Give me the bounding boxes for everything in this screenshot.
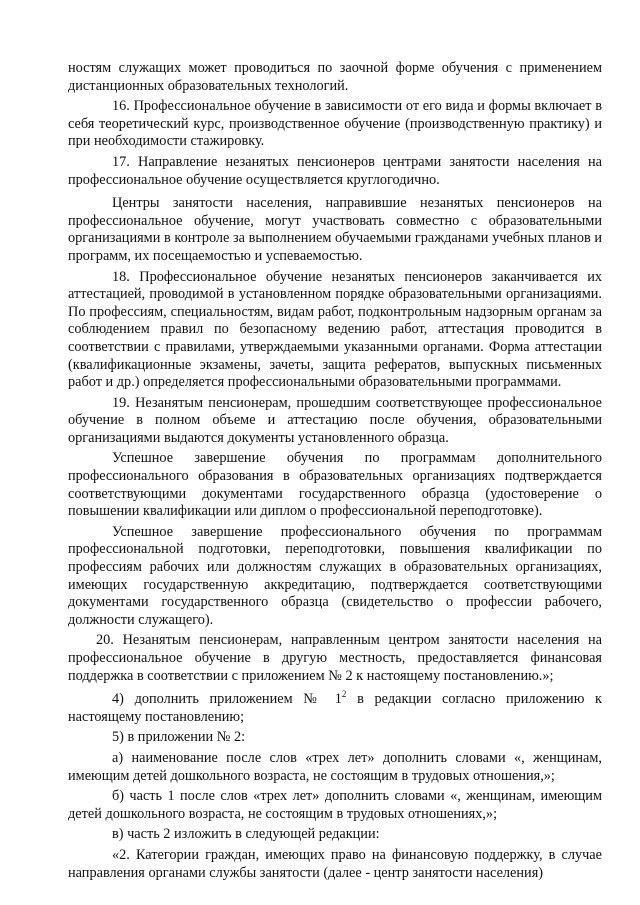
paragraph-item-5b: б) часть 1 после слов «трех лет» дополнить словами «, женщинам, имеющим детей дошкольного возраста, не состоящим в трудовых отношениях,»; <box>68 788 602 822</box>
item-4-tail: в редакции согласно приложению к настоящему постановлению; <box>68 691 603 725</box>
paragraph-19: 19. Незанятым пенсионерам, прошедшим соответствующее профессиональное обучение в полном объеме и аттестацию после обучения, образовательными организациями выдаются документы установленного образца. <box>68 394 602 446</box>
item-4-superscript: 2 <box>341 689 347 700</box>
paragraph-item-5: 5) в приложении № 2: <box>112 729 246 746</box>
paragraph-item-4 <box>68 691 602 726</box>
item-4-text: 4) дополнить приложением № 1 <box>112 691 342 708</box>
paragraph-item-5v: в) часть 2 изложить в следующей редакции: <box>112 826 380 843</box>
paragraph-18: 18. Профессиональное обучение незанятых пенсионеров заканчивается их аттестацией, проводимой в установленном порядке образовательными организациями. По профессиям, специальностям, видам работ, подконтрольным надзорным органам за соблюдением правил по безопасному ведению работ, аттестация проводится в соответствии с правилами, утверждаемыми указанными органами. Форма аттестации (квалификационные экзамены, зачеты, защита рефератов, выпускных письменных работ и др.) определяется профессиональными образовательными программами. <box>68 268 602 391</box>
paragraph-item-5a: а) наименование после слов «трех лет» дополнить словами «, женщинам, имеющим детей дошкольного возраста, не состоящим в трудовых отношения,»; <box>68 749 602 784</box>
paragraph-employment-centers: Центры занятости населения, направившие незанятых пенсионеров на профессиональное обучение, могут участвовать совместно с образовательными организациями в контроле за выполнением обучаемыми гражданами учебных планов и программ, их посещаемостью и успеваемостью. <box>68 195 602 264</box>
paragraph-additional-education: Успешное завершение обучения по программам дополнительного профессионального образования в образовательных организациях подтверждается соответствующими документами государственного образца (удостоверение о повышении квалификации или диплом о профессиональной переподготовке). <box>68 450 602 520</box>
paragraph-16: 16. Профессиональное обучение в зависимости от его вида и формы включает в себя теоретический курс, производственное обучение (производственную практику) и при необходимости стажировку. <box>68 98 602 150</box>
paragraph-vocational-training: Успешное завершение профессионального обучения по программам профессиональной подготовки, переподготовки, повышения квалификации по профессиям рабочих или должностям служащих в образовательных организациях, имеющих государственную аккредитацию, подтверждается соответствующими документами государственного образца (свидетельство о профессии рабочего, должности служащего). <box>68 523 602 628</box>
paragraph-20-text: 20. Незанятым пенсионерам, направленным центром занятости населения на профессиональное обучение в другую местность, предоставляется финансовая поддержка в соответствии с приложением № 2 к настоящему постановлению.»; <box>68 632 602 684</box>
paragraph-continuation: ностям служащих может проводиться по заочной форме обучения с применением дистанционных образовательных технологий. <box>68 60 602 94</box>
paragraph-quote-2: «2. Категории граждан, имеющих право на финансовую поддержку, в случае направления органами службы занятости (далее - центр занятости населения) <box>68 846 602 881</box>
paragraph-17: 17. Направление незанятых пенсионеров центрами занятости населения на профессиональное обучение осуществляется круглогодично. <box>68 153 602 188</box>
paragraph-20 <box>68 632 602 685</box>
